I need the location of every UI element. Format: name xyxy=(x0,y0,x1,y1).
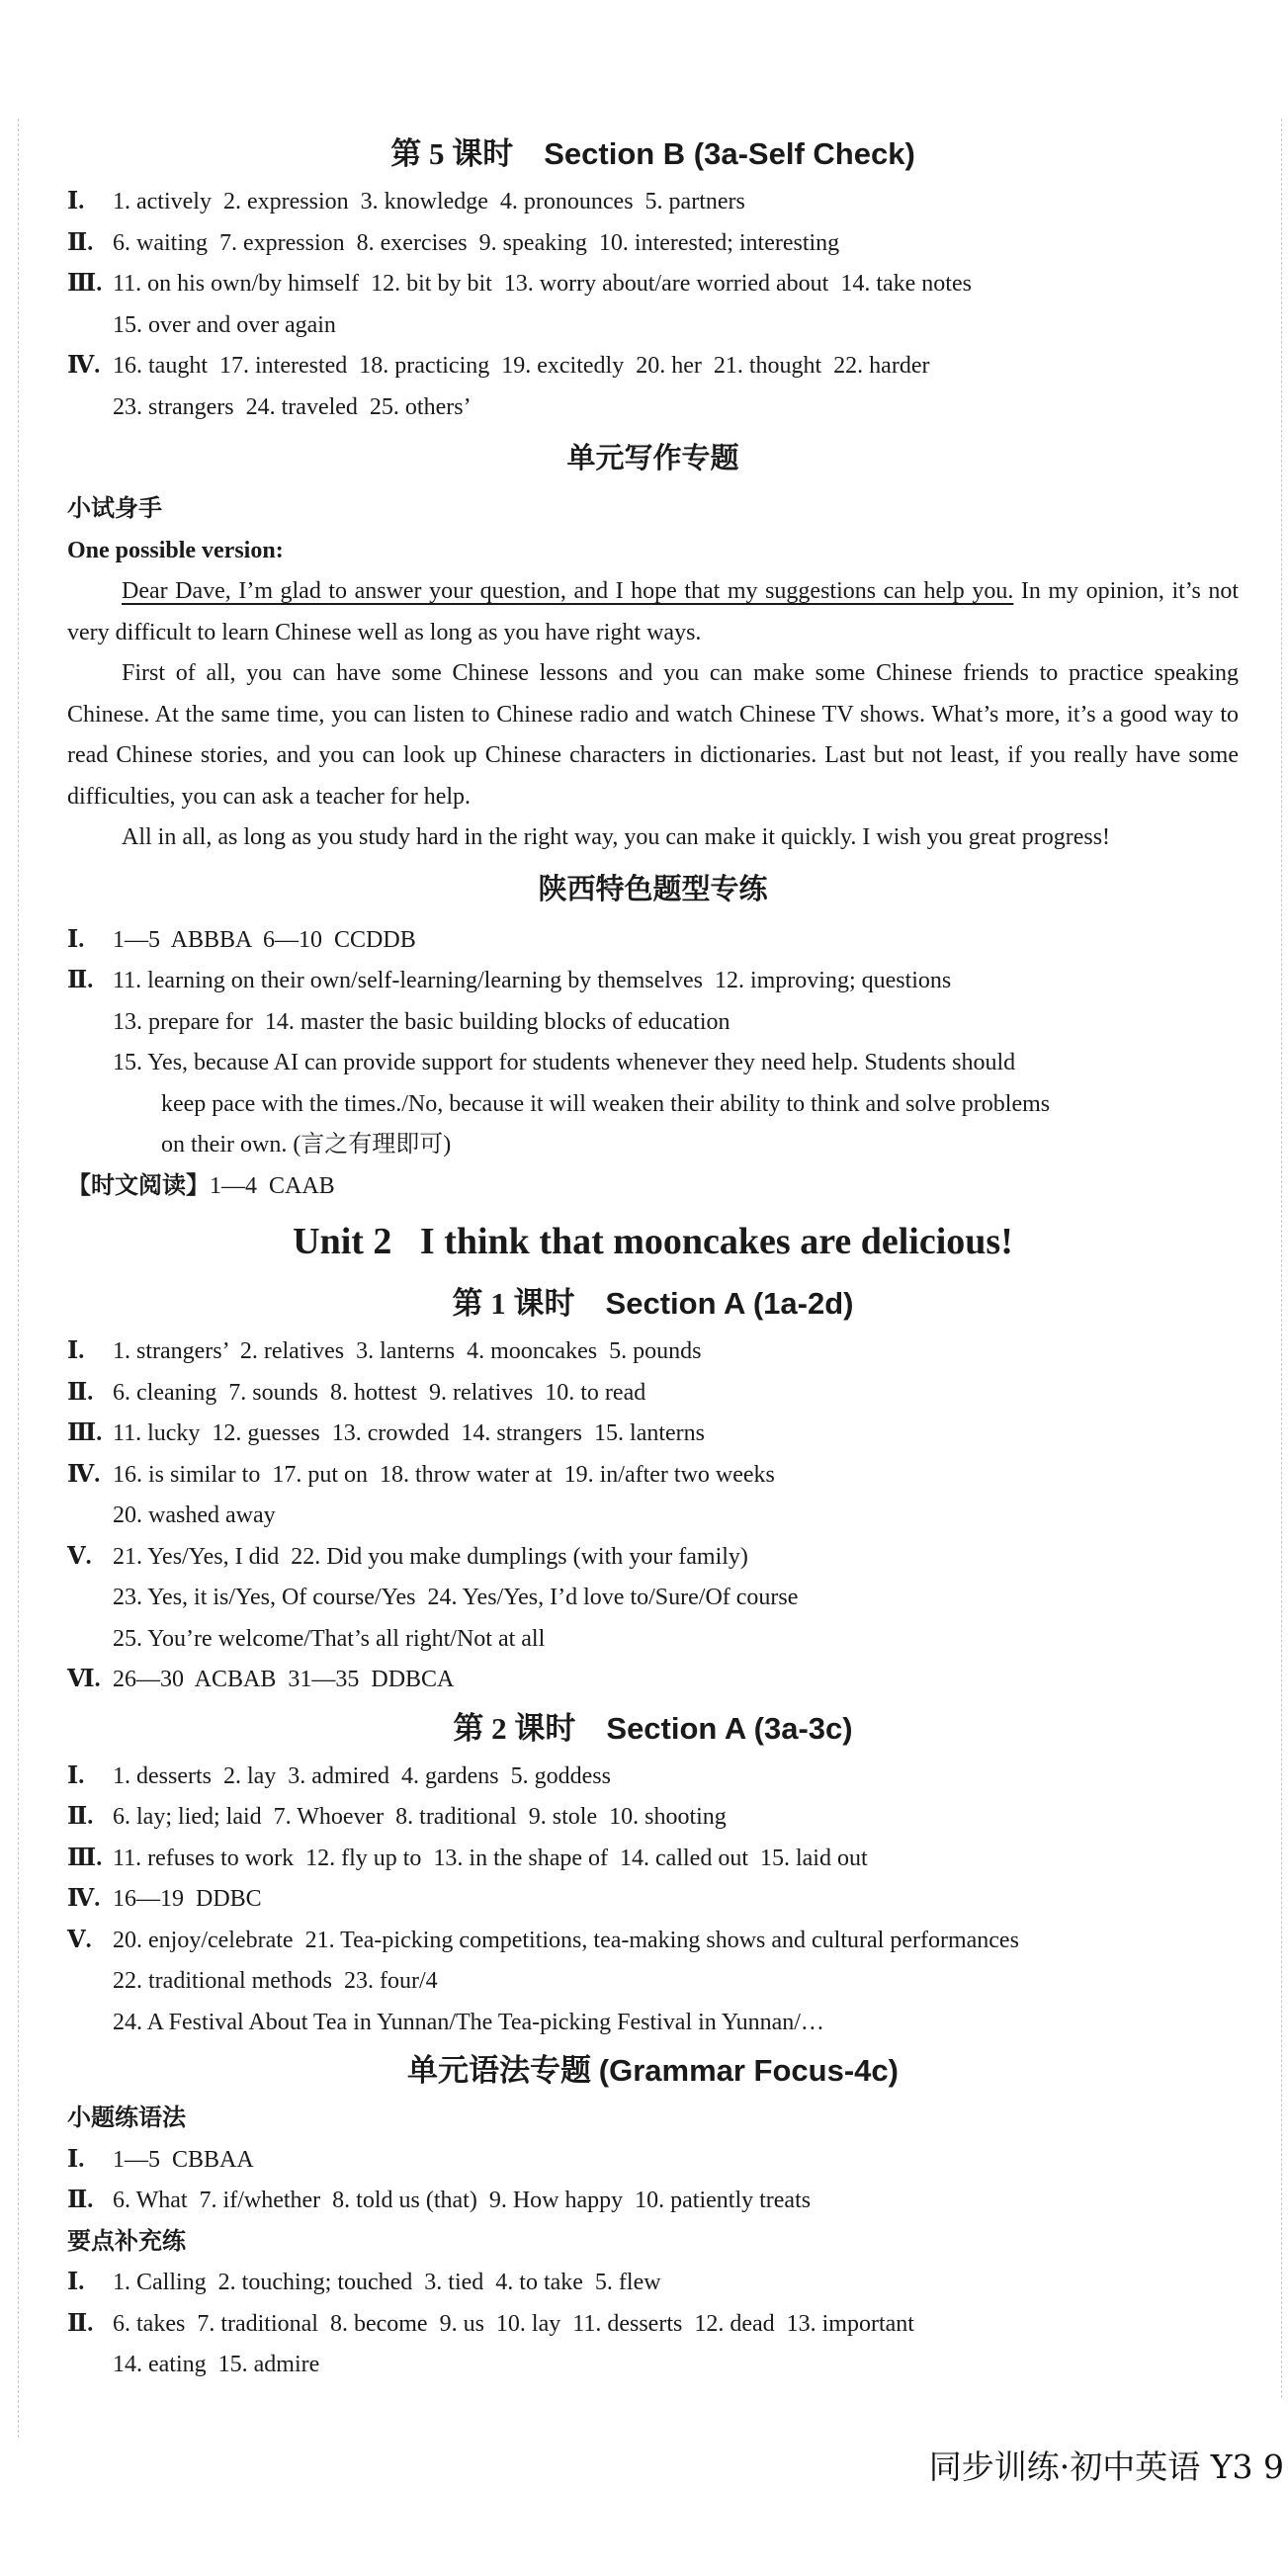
sub-label-version: One possible version: xyxy=(67,537,284,563)
heading-en: Section B (3a-Self Check) xyxy=(544,136,915,171)
answer-line: Ⅱ. 6. What 7. if/whether 8. told us (that) 9. How happy 10. patiently treats xyxy=(67,2188,812,2213)
answer-line: Ⅰ. 1. strangers’ 2. relatives 3. lanterns 4. mooncakes 5. pounds xyxy=(67,1338,702,1364)
grammar-drill-answers xyxy=(67,2140,1239,2222)
heading-cn: 第 1 课时 xyxy=(452,1286,575,1321)
unit-title: Unit 2 I think that mooncakes are delicious! xyxy=(293,1221,1013,1262)
answer-line: 25. You’re welcome/That’s all right/Not at all xyxy=(113,1625,546,1652)
lesson1-answers xyxy=(67,1331,1239,1701)
heading-en: (Grammar Focus-4c) xyxy=(598,2053,899,2088)
answer-line: Ⅲ. 11. refuses to work 12. fly up to 13. in the shape of 14. called out 15. laid out xyxy=(67,1845,868,1871)
answer-line: Ⅰ. 1. Calling 2. touching; touched 3. tied 4. to take 5. flew xyxy=(67,2270,661,2295)
section-heading-writing: 单元写作专题 xyxy=(566,443,739,474)
section-heading-lesson5 xyxy=(67,127,1239,182)
page-footer: 同步训练·初中英语 Y3 9 xyxy=(928,2447,1284,2486)
page-content xyxy=(67,127,1239,2386)
heading-en: Section A (3a-3c) xyxy=(606,1710,853,1746)
answer-line: Ⅰ. 1—5 ABBBA 6—10 CCDDB xyxy=(67,926,416,953)
answer-line: 24. A Festival About Tea in Yunnan/The Tea-picking Festival in Yunnan/… xyxy=(113,2009,824,2035)
answer-line: Ⅳ. 16. taught 17. interested 18. practicing 19. excitedly 20. her 21. thought 22. harder xyxy=(67,353,930,379)
answer-line: Ⅱ. 6. takes 7. traditional 8. become 9. us 10. lay 11. desserts 12. dead 13. important xyxy=(67,2310,914,2337)
heading-cn: 第 2 课时 xyxy=(453,1710,576,1746)
heading-cn: 第 5 课时 xyxy=(390,136,514,171)
answer-line: Ⅴ. 21. Yes/Yes, I did 22. Did you make dumplings (with your family) xyxy=(67,1543,748,1570)
answer-line: Ⅱ. 6. cleaning 7. sounds 8. hottest 9. relatives 10. to read xyxy=(67,1379,646,1406)
heading-cn: 单元语法专题 xyxy=(407,2053,592,2088)
sub-label-key-points: 要点补充练 xyxy=(67,2228,186,2255)
sub-label-practice: 小试身手 xyxy=(67,496,162,522)
right-margin-guide xyxy=(1281,119,1282,2398)
answer-line: 13. prepare for 14. master the basic building blocks of education xyxy=(113,1008,730,1035)
lesson5-answers xyxy=(67,182,1239,428)
answer-line: 22. traditional methods 23. four/4 xyxy=(113,1968,438,1994)
answer-line: 20. washed away xyxy=(113,1503,276,1528)
answer-line: 23. strangers 24. traveled 25. others’ xyxy=(113,393,472,420)
section-heading-lesson1 xyxy=(67,1276,1239,1331)
sub-label-grammar-drill: 小题练语法 xyxy=(67,2105,186,2131)
answer-line: keep pace with the times./No, because it will weaken their ability to think and solve problems xyxy=(161,1090,1051,1117)
shaanxi-answers xyxy=(67,920,1239,1208)
answer-line: Ⅴ. 20. enjoy/celebrate 21. Tea-picking competitions, tea-making shows and cultural performances xyxy=(67,1927,1019,1953)
essay-paragraph-2: First of all, you can have some Chinese lessons and you can make some Chinese friends to practice speaking Chinese. At the same time, you can listen to Chinese radio and watch Chinese TV shows. What’s more, it’s a good way to read Chinese stories, and you can look up Chinese characters in dictionaries. Last but not least, if you really have some difficulties, you can ask a teacher for help. xyxy=(67,660,1239,810)
answer-line: 14. eating 15. admire xyxy=(113,2352,320,2377)
left-margin-guide xyxy=(18,119,19,2438)
answer-line: 15. over and over again xyxy=(113,311,336,338)
key-points-answers xyxy=(67,2263,1239,2386)
answer-line: Ⅲ. 11. lucky 12. guesses 13. crowded 14. strangers 15. lanterns xyxy=(67,1420,705,1446)
section-heading-lesson2 xyxy=(67,1701,1239,1757)
answer-line: Ⅱ. 6. lay; lied; laid 7. Whoever 8. traditional 9. stole 10. shooting xyxy=(67,1804,727,1830)
answer-line: 23. Yes, it is/Yes, Of course/Yes 24. Yes/Yes, I’d love to/Sure/Of course xyxy=(113,1585,799,1610)
lesson2-answers xyxy=(67,1757,1239,2044)
answer-line: Ⅵ. 26—30 ACBAB 31—35 DDBCA xyxy=(67,1667,455,1692)
answer-line: Ⅳ. 16. is similar to 17. put on 18. throw water at 19. in/after two weeks xyxy=(67,1461,775,1488)
answer-line: on their own. (言之有理即可) xyxy=(161,1132,452,1158)
answer-line: Ⅳ. 16—19 DDBC xyxy=(67,1886,262,1912)
section-heading-grammar xyxy=(67,2043,1239,2099)
answer-line: Ⅱ. 6. waiting 7. expression 8. exercises 9. speaking 10. interested; interesting xyxy=(67,229,840,256)
answer-line: Ⅰ. 1. desserts 2. lay 3. admired 4. gardens 5. goddess xyxy=(67,1762,611,1789)
answer-line: 15. Yes, because AI can provide support for students whenever they need help. Students should xyxy=(113,1050,1016,1075)
heading-en: Section A (1a-2d) xyxy=(605,1286,854,1321)
answer-line: Ⅰ. 1. actively 2. expression 3. knowledge 4. pronounces 5. partners xyxy=(67,189,745,215)
answer-line: Ⅰ. 1—5 CBBAA xyxy=(67,2146,254,2173)
section-heading-shaanxi: 陕西特色题型专练 xyxy=(538,873,768,905)
essay-paragraph-3: All in all, as long as you study hard in the right way, you can make it quickly. I wish you great progress! xyxy=(122,824,1111,850)
reading-answer-line: 【时文阅读】1—4 CAAB xyxy=(67,1172,335,1199)
answer-line: Ⅱ. 11. learning on their own/self-learning/learning by themselves 12. improving; questions xyxy=(67,968,952,993)
essay-paragraph-1: Dear Dave, I’m glad to answer your question, and I hope that my suggestions can help you. In my opinion, it’s not very difficult to learn Chinese well as long as you have right ways. xyxy=(67,578,1240,645)
answer-line: Ⅲ. 11. on his own/by himself 12. bit by bit 13. worry about/are worried about 14. take notes xyxy=(67,271,972,297)
